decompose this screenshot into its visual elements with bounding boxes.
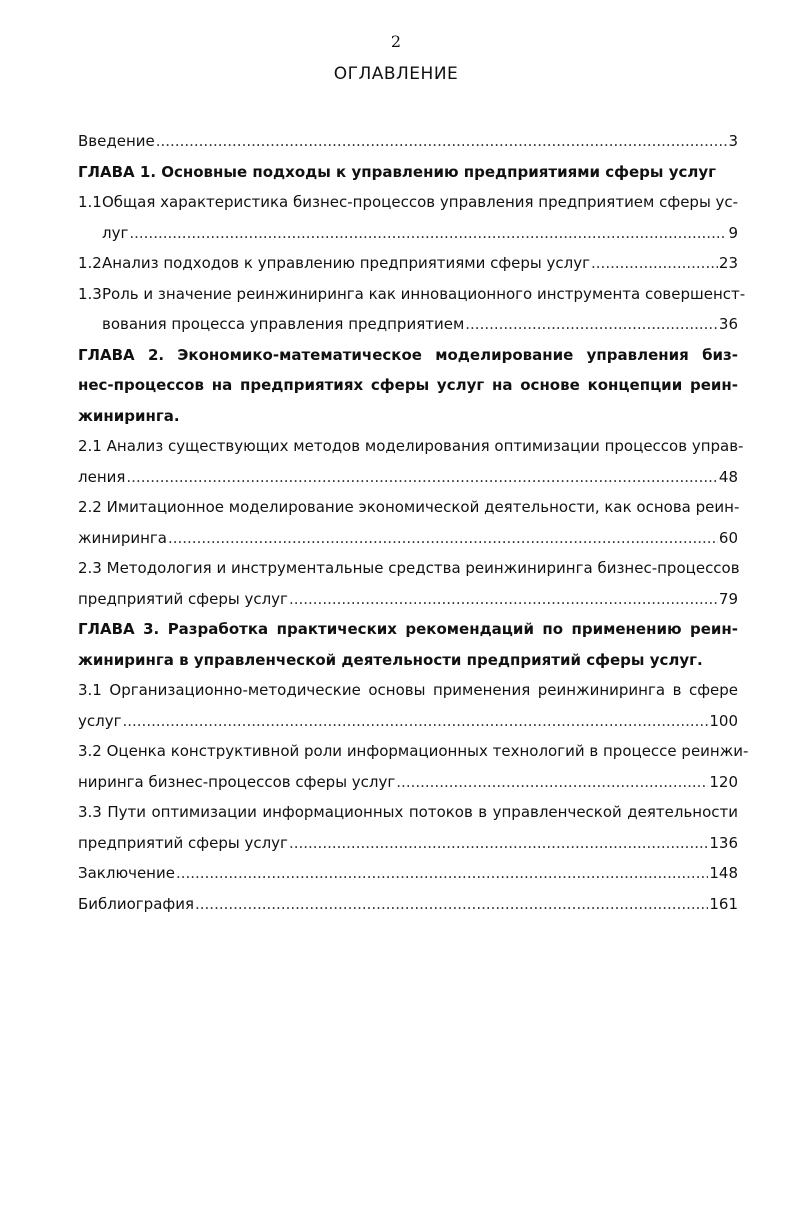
dot-leader bbox=[122, 706, 708, 737]
dot-leader bbox=[126, 462, 718, 493]
toc-entry-3-1-continuation[interactable] bbox=[78, 706, 738, 737]
toc-entry-2-2[interactable]: 2.2 Имитационное моделирование экономической деятельности, как основа реин- bbox=[78, 498, 740, 516]
toc-entry-3-3[interactable]: 3.3 Пути оптимизации информационных потоков в управленческой деятельности bbox=[78, 803, 738, 821]
toc-entry-text-line2: услуг bbox=[78, 711, 122, 730]
toc-entry-text-line2: луг bbox=[102, 223, 129, 242]
dot-leader bbox=[591, 248, 718, 279]
toc-entry-text-line2: ления bbox=[78, 467, 126, 486]
toc-entry-page: 120 bbox=[709, 772, 738, 791]
toc-entry-1-3-continuation[interactable] bbox=[78, 309, 738, 340]
toc-entry-label: Заключение bbox=[78, 864, 175, 882]
toc-entry-page: 3 bbox=[728, 132, 738, 150]
dot-leader bbox=[465, 309, 718, 340]
toc-entry-intro[interactable] bbox=[78, 126, 738, 157]
toc-entry-text-line1: Роль и значение реинжиниринга как инновационного инструмента совершенст- bbox=[102, 284, 746, 303]
toc-entry-text-line2: вования процесса управления предприятием bbox=[102, 315, 465, 333]
toc-entry-page: 100 bbox=[709, 711, 738, 730]
toc-entry-3-2[interactable]: 3.2 Оценка конструктивной роли информационных технологий в процессе реинжи- bbox=[78, 742, 749, 760]
toc-entry-3-3-continuation[interactable] bbox=[78, 828, 738, 859]
dot-leader bbox=[289, 828, 708, 859]
toc-entry-1-3[interactable] bbox=[78, 279, 746, 310]
dot-leader bbox=[289, 584, 718, 615]
section-number: 1.2 bbox=[78, 254, 102, 272]
toc-entry-2-3[interactable]: 2.3 Методология и инструментальные средства реинжиниринга бизнес-процессов bbox=[78, 559, 740, 577]
toc-entry-3-1[interactable]: 3.1 Организационно-методические основы применения реинжиниринга в сфере bbox=[78, 681, 738, 699]
dot-leader bbox=[176, 858, 708, 889]
toc-entry-page: 48 bbox=[718, 467, 738, 486]
toc-entry-2-2-continuation[interactable] bbox=[78, 523, 738, 554]
toc-entry-page: 79 bbox=[718, 589, 738, 608]
chapter-2-heading-line2[interactable]: нес-процессов на предприятиях сферы услуг на основе концепции реин- bbox=[78, 376, 738, 394]
toc-entry-label: Библиография bbox=[78, 894, 194, 913]
section-number: 1.3 bbox=[78, 284, 102, 303]
chapter-2-heading-line1[interactable]: ГЛАВА 2. Экономико-математическое моделирование управления биз- bbox=[78, 345, 738, 364]
toc-entry-conclusion[interactable] bbox=[78, 858, 738, 889]
toc-entry-page: 9 bbox=[728, 223, 738, 242]
chapter-3-heading-line2[interactable]: жиниринга в управленческой деятельности предприятий сферы услуг. bbox=[78, 650, 703, 669]
toc-entry-1-1-continuation[interactable] bbox=[78, 218, 738, 249]
page-number: 2 bbox=[390, 32, 402, 51]
toc-entry-label: Введение bbox=[78, 132, 155, 150]
toc-entry-page: 161 bbox=[709, 894, 738, 913]
toc-entry-page: 23 bbox=[718, 254, 738, 272]
dot-leader bbox=[129, 218, 727, 249]
toc-entry-page: 148 bbox=[709, 864, 738, 882]
toc-entry-text-line2: ниринга бизнес-процессов сферы услуг bbox=[78, 772, 396, 791]
dot-leader bbox=[195, 889, 708, 920]
toc-entry-text-line2: жиниринга bbox=[78, 528, 167, 547]
chapter-2-heading-line3[interactable]: жиниринга. bbox=[78, 406, 180, 425]
toc-entry-page: 36 bbox=[718, 315, 738, 333]
toc-entry-2-1-continuation[interactable] bbox=[78, 462, 738, 493]
toc-entry-3-2-continuation[interactable] bbox=[78, 767, 738, 798]
chapter-3-heading-line1[interactable]: ГЛАВА 3. Разработка практических рекомендаций по применению реин- bbox=[78, 620, 738, 638]
section-number: 1.1 bbox=[78, 193, 102, 211]
table-of-contents bbox=[78, 126, 749, 919]
toc-entry-page: 136 bbox=[709, 833, 738, 852]
toc-entry-page: 60 bbox=[718, 528, 738, 547]
toc-entry-text-line1: Общая характеристика бизнес-процессов управления предприятием сферы ус- bbox=[102, 193, 739, 211]
toc-entry-text-line2: предприятий сферы услуг bbox=[78, 589, 288, 608]
toc-entry-2-1[interactable]: 2.1 Анализ существующих методов моделирования оптимизации процессов управ- bbox=[78, 437, 744, 455]
chapter-1-heading[interactable]: ГЛАВА 1. Основные подходы к управлению предприятиями сферы услуг bbox=[78, 162, 716, 181]
toc-entry-1-2[interactable] bbox=[78, 248, 738, 279]
dot-leader bbox=[396, 767, 708, 798]
toc-title: ОГЛАВЛЕНИЕ bbox=[333, 64, 459, 84]
toc-entry-label: Анализ подходов к управлению предприятиями сферы услуг bbox=[102, 254, 591, 272]
toc-entry-bibliography[interactable] bbox=[78, 889, 738, 920]
toc-entry-2-3-continuation[interactable] bbox=[78, 584, 738, 615]
dot-leader bbox=[156, 126, 728, 157]
toc-entry-1-1[interactable] bbox=[78, 187, 738, 218]
dot-leader bbox=[168, 523, 718, 554]
toc-entry-text-line2: предприятий сферы услуг bbox=[78, 833, 288, 852]
